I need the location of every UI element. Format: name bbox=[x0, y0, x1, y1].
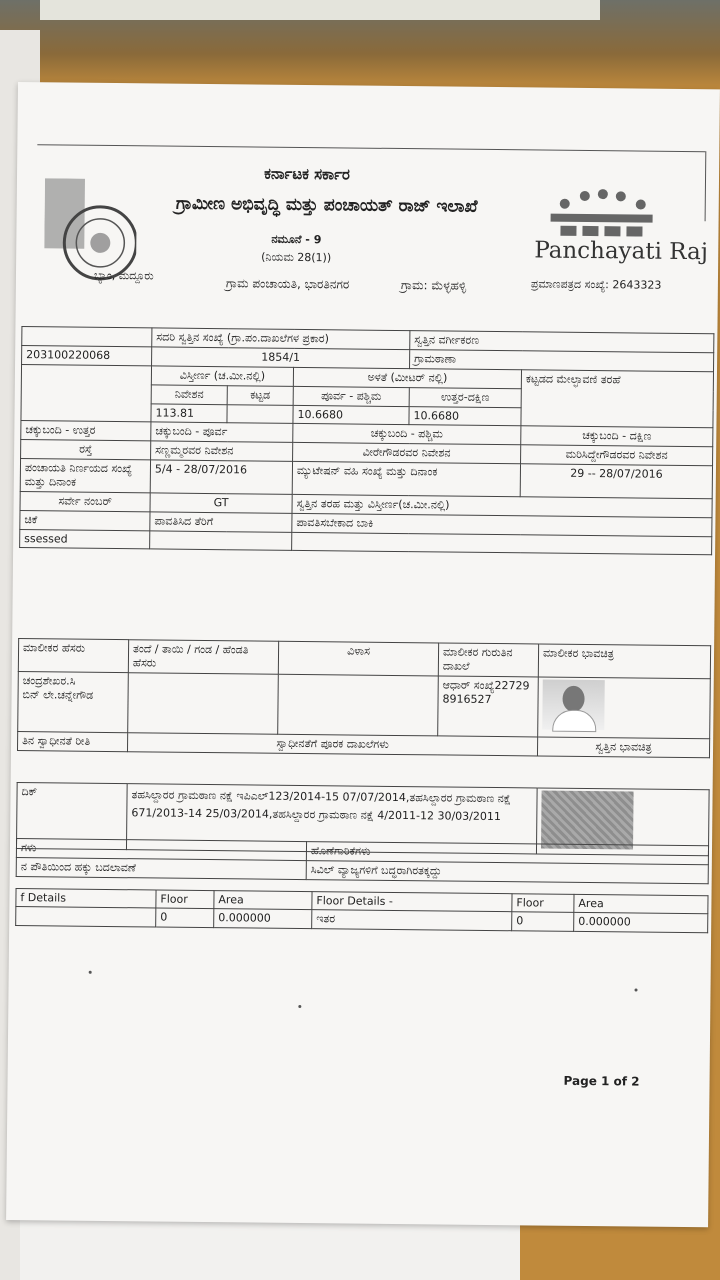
liabilities-label: ಹೊಣೆಗಾರಿಕೆಗಳು bbox=[306, 842, 708, 865]
category-label: ಸ್ವತ್ತಿನ ವರ್ಗೀಕರಣ bbox=[410, 331, 714, 353]
aadhaar-number: ಆಧಾರ್ ಸಂಖ್ಯೆ227298916527 bbox=[438, 676, 539, 737]
area-label: ವಿಸ್ತೀರ್ಣ (ಚ.ಮೀ.ನಲ್ಲಿ) bbox=[151, 366, 293, 386]
site-area-value: 113.81 bbox=[151, 404, 227, 423]
header-rule-right bbox=[705, 151, 707, 221]
certificate-number: ಪ್ರಮಾಣಪತ್ರದ ಸಂಖ್ಯೆ: 2643323 bbox=[530, 277, 662, 292]
dimension-label: ಅಳತೆ (ಮೀಟರ್ ನಲ್ಲಿ) bbox=[293, 367, 521, 388]
prop-no-label: ಸದರಿ ಸ್ವತ್ತಿನ ಸಂಖ್ಯೆ (ಗ್ರಾ.ಪಂ.ದಾಖಲೆಗಳ ಪ್ರಕಾರ) bbox=[152, 328, 410, 350]
area-col-label: Area bbox=[214, 891, 312, 910]
floor-label: Floor bbox=[156, 890, 214, 909]
background-paper bbox=[40, 0, 600, 20]
table-cell bbox=[16, 907, 156, 927]
table-cell bbox=[278, 674, 439, 736]
table-row bbox=[18, 672, 711, 739]
tax-row-label: ಚಿಕೆ bbox=[20, 511, 150, 531]
document-page bbox=[6, 82, 720, 1227]
floor-details-left: f Details bbox=[16, 889, 156, 908]
panchayati-raj-logo-icon bbox=[536, 187, 667, 238]
site-label: ನಿವೇಶನ bbox=[151, 385, 227, 405]
owner-relation: ಬಿನ್ ಲೇ.ಚನ್ನೇಗೌಡ bbox=[22, 688, 94, 702]
owner-photo bbox=[542, 680, 605, 731]
floor-value-right: 0 bbox=[512, 912, 574, 932]
floor-table bbox=[15, 888, 708, 933]
address-label: ವಿಳಾಸ bbox=[278, 641, 438, 676]
dept-title: ಗ್ರಾಮೀಣ ಅಭಿವೃದ್ಧಿ ಮತ್ತು ಪಂಚಾಯತ್ ರಾಜ್ ಇಲಾಖೆ bbox=[175, 193, 478, 217]
relation-label: ತಂದೆ / ತಾಯಿ / ಗಂಡ / ಹೆಂಡತಿ ಹೆಸರು bbox=[128, 640, 278, 675]
boundary-west-label: ಚಕ್ಕುಬಂದಿ - ಪಶ್ಚಿಮ bbox=[293, 423, 521, 444]
table-cell bbox=[227, 405, 293, 424]
table-cell bbox=[128, 673, 279, 735]
owner-name-label: ಮಾಲೀಕರ ಹೆಸರು bbox=[18, 639, 128, 673]
panchayat-name: ಗ್ರಾಮ ಪಂಚಾಯತಿ, ಭಾರತಿನಗರ bbox=[225, 276, 350, 292]
page-number: Page 1 of 2 bbox=[563, 1073, 640, 1089]
tax-due-label: ಪಾವತಿಸಬೇಕಾದ ಬಾಕಿ bbox=[292, 513, 712, 536]
building-label: ಕಟ್ಟಡ bbox=[227, 386, 293, 406]
floor-label-right: Floor bbox=[512, 894, 574, 913]
mutation-label: ಮ್ಯುಟೇಷನ್ ವಹಿ ಸಂಖ್ಯೆ ಮತ್ತು ದಿನಾಂಕ bbox=[292, 461, 520, 496]
boundary-west-value: ವೀರೇಗೌಡರವರ ನಿವೇಶನ bbox=[293, 442, 521, 463]
form-rule: (ನಿಯಮ 28(1)) bbox=[261, 250, 332, 265]
id-value: 203100220068 bbox=[22, 346, 152, 366]
table-cell bbox=[21, 365, 152, 422]
prop-no-value: 1854/1 bbox=[152, 347, 410, 369]
civil-label: ಸಿವಿಲ್ ವ್ಯಾಜ್ಯಗಳಿಗೆ ಬದ್ಧರಾಗಿರತಕ್ಕದ್ದು bbox=[306, 861, 708, 884]
gov-title: ಕರ್ನಾಟಕ ಸರ್ಕಾರ bbox=[264, 164, 350, 184]
resolution-label: ಪಂಚಾಯತಿ ನಿರ್ಣಯದ ಸಂಖ್ಯೆ ಮತ್ತು ದಿನಾಂಕ bbox=[20, 459, 150, 493]
speck bbox=[89, 971, 92, 974]
boundary-north-value: ರಸ್ತೆ bbox=[21, 440, 151, 460]
boundary-south-value: ಮರಿಸಿದ್ದೇಗೌಡರವರ ನಿವೇಶನ bbox=[521, 445, 713, 466]
owner-photo-label: ಮಾಲೀಕರ ಭಾವಚಿತ್ರ bbox=[538, 644, 710, 679]
resolution-value: 5/4 - 28/07/2016 bbox=[150, 460, 292, 494]
liabilities-table bbox=[16, 838, 709, 884]
owner-photo-cell bbox=[538, 677, 711, 739]
seal-label: ಬ್ಯಾಂ, ಮದ್ದೂರು bbox=[93, 268, 154, 283]
village-name: ಗ್ರಾಮ: ಮೆಳ್ಳಹಳ್ಳಿ bbox=[400, 278, 467, 293]
north-south-label: ಉತ್ತರ-ದಕ್ಷಿಣ bbox=[409, 388, 521, 408]
prop-type-label: ಸ್ವತ್ತಿನ ತರಹ ಮತ್ತು ವಿಸ್ತೀರ್ಣ(ಚ.ಮೀ.ನಲ್ಲಿ) bbox=[292, 494, 712, 517]
area-value-right: 0.000000 bbox=[574, 912, 708, 932]
owner-table bbox=[17, 638, 711, 758]
table-cell bbox=[150, 531, 292, 550]
owner-name: ಚಂದ್ರಶೇಖರ.ಸಿ bbox=[22, 674, 76, 688]
speck bbox=[635, 989, 638, 992]
floor-details-label: Floor Details - bbox=[312, 892, 512, 912]
panchayati-raj-logo-text: Panchayati Raj bbox=[534, 237, 709, 266]
acquisition-label: ತಿನ ಸ್ವಾಧೀನತೆ ರೀತಿ bbox=[17, 732, 127, 752]
property-photo bbox=[541, 791, 634, 850]
liab-row-label: ಗಳು bbox=[16, 839, 306, 861]
mutation-value: 29 -- 28/07/2016 bbox=[520, 464, 712, 499]
category-value: ಗ್ರಾಮಠಾಣಾ bbox=[410, 350, 714, 372]
east-west-value: 10.6680 bbox=[293, 405, 409, 424]
east-west-label: ಪೂರ್ವ - ಪಶ್ಚಿಮ bbox=[293, 386, 409, 406]
boundary-east-value: ಸಣ್ಣಮ್ಮರವರ ನಿವೇಶನ bbox=[151, 441, 293, 461]
boundary-east-label: ಚಕ್ಕುಬಂದಿ - ಪೂರ್ವ bbox=[151, 422, 293, 442]
property-details-table bbox=[19, 326, 714, 555]
area-col-label-right: Area bbox=[574, 894, 708, 913]
transfer-label: ನ ಪೌತಿಯಿಂದ ಹಕ್ಕು ಬದಲಾವಣೆ bbox=[16, 858, 306, 880]
boundary-south-label: ಚಕ್ಕುಬಂದಿ - ದಕ್ಷಿಣ bbox=[521, 426, 713, 447]
speck bbox=[298, 1005, 301, 1008]
owner-id-label: ಮಾಲೀಕರ ಗುರುತಿನ ದಾಖಲೆ bbox=[438, 643, 538, 677]
survey-label: ಸರ್ವೇ ನಂಬರ್ bbox=[20, 492, 150, 512]
form-number: ನಮೂನೆ - 9 bbox=[271, 232, 322, 247]
floor-value: 0 bbox=[156, 908, 214, 928]
tax-paid-label: ಪಾವತಿಸಿದ ತೆರಿಗೆ bbox=[150, 512, 292, 532]
north-south-value: 10.6680 bbox=[409, 407, 521, 426]
acq-row-label: ದಿಕ್ bbox=[16, 783, 127, 850]
prop-photo-label: ಸ್ವತ್ತಿನ ಭಾವಚಿತ್ರ bbox=[537, 737, 709, 758]
owner-name-cell bbox=[18, 672, 129, 733]
table-cell bbox=[22, 327, 152, 347]
building-type-label: ಕಟ್ಟಡದ ಮೇಲ್ಛಾವಣಿ ತರಹೆ bbox=[521, 370, 714, 428]
area-value: 0.000000 bbox=[214, 909, 312, 929]
acq-docs-label: ಸ್ವಾಧೀನತೆಗೆ ಪೂರಕ ದಾಖಲೆಗಳು bbox=[127, 733, 537, 756]
assessed-label: ssessed bbox=[20, 530, 150, 549]
survey-value: GT bbox=[150, 493, 292, 513]
boundary-north-label: ಚಕ್ಕುಬಂದಿ - ಉತ್ತರ bbox=[21, 421, 151, 441]
header-rule bbox=[37, 144, 705, 152]
acq-docs-value: ತಹಸಿಲ್ದಾರರ ಗ್ರಾಮಠಾಣ ನಕ್ಷೆ ಇಪಿಎಲ್123/2014-15 07/07/2014,ತಹಸಿಲ್ದಾರರ ಗ್ರಾಮಠಾಣ ನಕ್ಷೆ 671/2013-14 25/03/2014,ತಹಸಿಲ್ದಾರರ ಗ್ರಾಮಠಾಣ ನಕ್ಷೆ 4/2011-12 30/03/2011 bbox=[126, 784, 537, 854]
table-cell bbox=[292, 532, 712, 554]
other-label: ಇತರ bbox=[312, 910, 512, 931]
